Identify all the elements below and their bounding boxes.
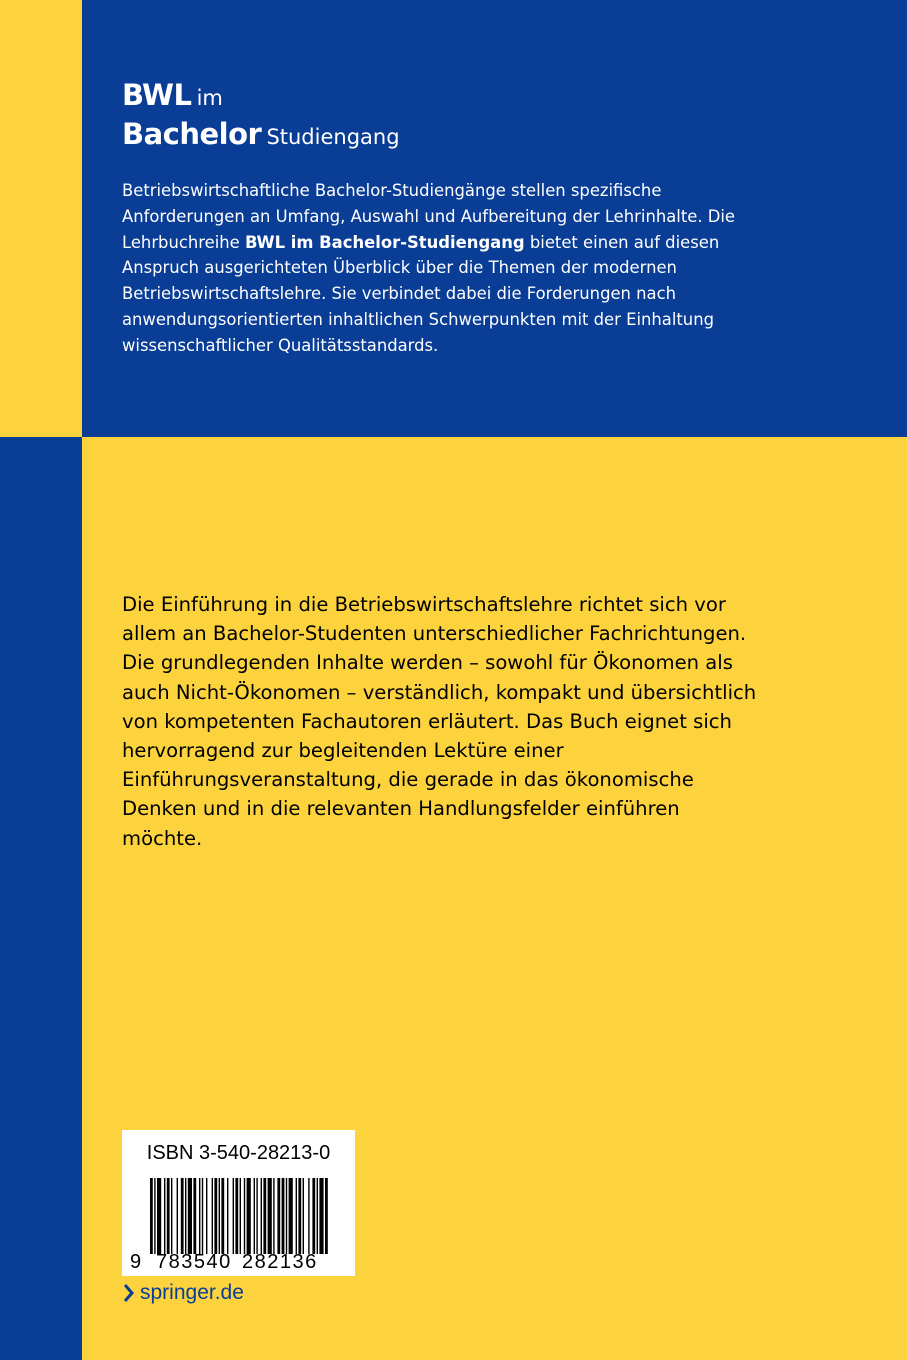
- chevron-right-icon: [124, 1284, 134, 1302]
- book-description: Die Einführung in die Betriebswirtschaftslehre richtet sich vor allem an Bachelor-Studenten unterschiedlicher Fachrichtungen. Die grundlegenden Inhalte werden – sowohl für Ökonomen als auch Nicht-Ökonomen – verständlich, kompakt und übersichtlich von kompetenten Fachautoren erläutert. Das Buch eignet sich hervorragend zur begleitenden Lektüre einer Einführungsveranstaltung, die gerade in das ökonomische Denken und in die relevanten Handlungsfelder einführen möchte.: [122, 593, 757, 850]
- series-title-bold-1: BWL: [122, 78, 192, 112]
- barcode: [150, 1178, 328, 1254]
- ean-first-digit: 9: [130, 1251, 142, 1273]
- series-desc-part2: bietet einen auf diesen Anspruch ausgerichteten Überblick über die Themen der modernen Betriebswirtschaftslehre. Sie verbindet dabei die Forderungen nach anwendungsorientierten inhaltlichen Schwerpunkten mit der Einhaltung wissenschaftlicher Qualitätsstandards.: [122, 232, 720, 355]
- isbn-barcode-box: [122, 1130, 355, 1276]
- series-desc-bold: BWL im Bachelor-Studiengang: [244, 232, 525, 252]
- series-title-bold-2: Bachelor: [122, 117, 262, 151]
- ean-left-group: 783540: [156, 1251, 232, 1273]
- series-title: [122, 78, 400, 156]
- publisher-link[interactable]: [124, 1281, 244, 1305]
- left-blue-stripe: [0, 437, 82, 1360]
- series-desc-part1: Betriebswirtschaftliche Bachelor-Studiengänge stellen spezifische Anforderungen an Umfang, Auswahl und Aufbereitung der Lehrinhalte. Die Lehrbuchreihe: [122, 181, 736, 252]
- series-description: [122, 178, 772, 359]
- ean-right-group: 282136: [242, 1251, 318, 1273]
- series-title-regular-1: im: [196, 86, 223, 110]
- isbn-label: ISBN 3-540-28213-0: [146, 1142, 331, 1164]
- publisher-website: springer.de: [140, 1281, 244, 1304]
- series-title-regular-2: Studiengang: [266, 125, 400, 149]
